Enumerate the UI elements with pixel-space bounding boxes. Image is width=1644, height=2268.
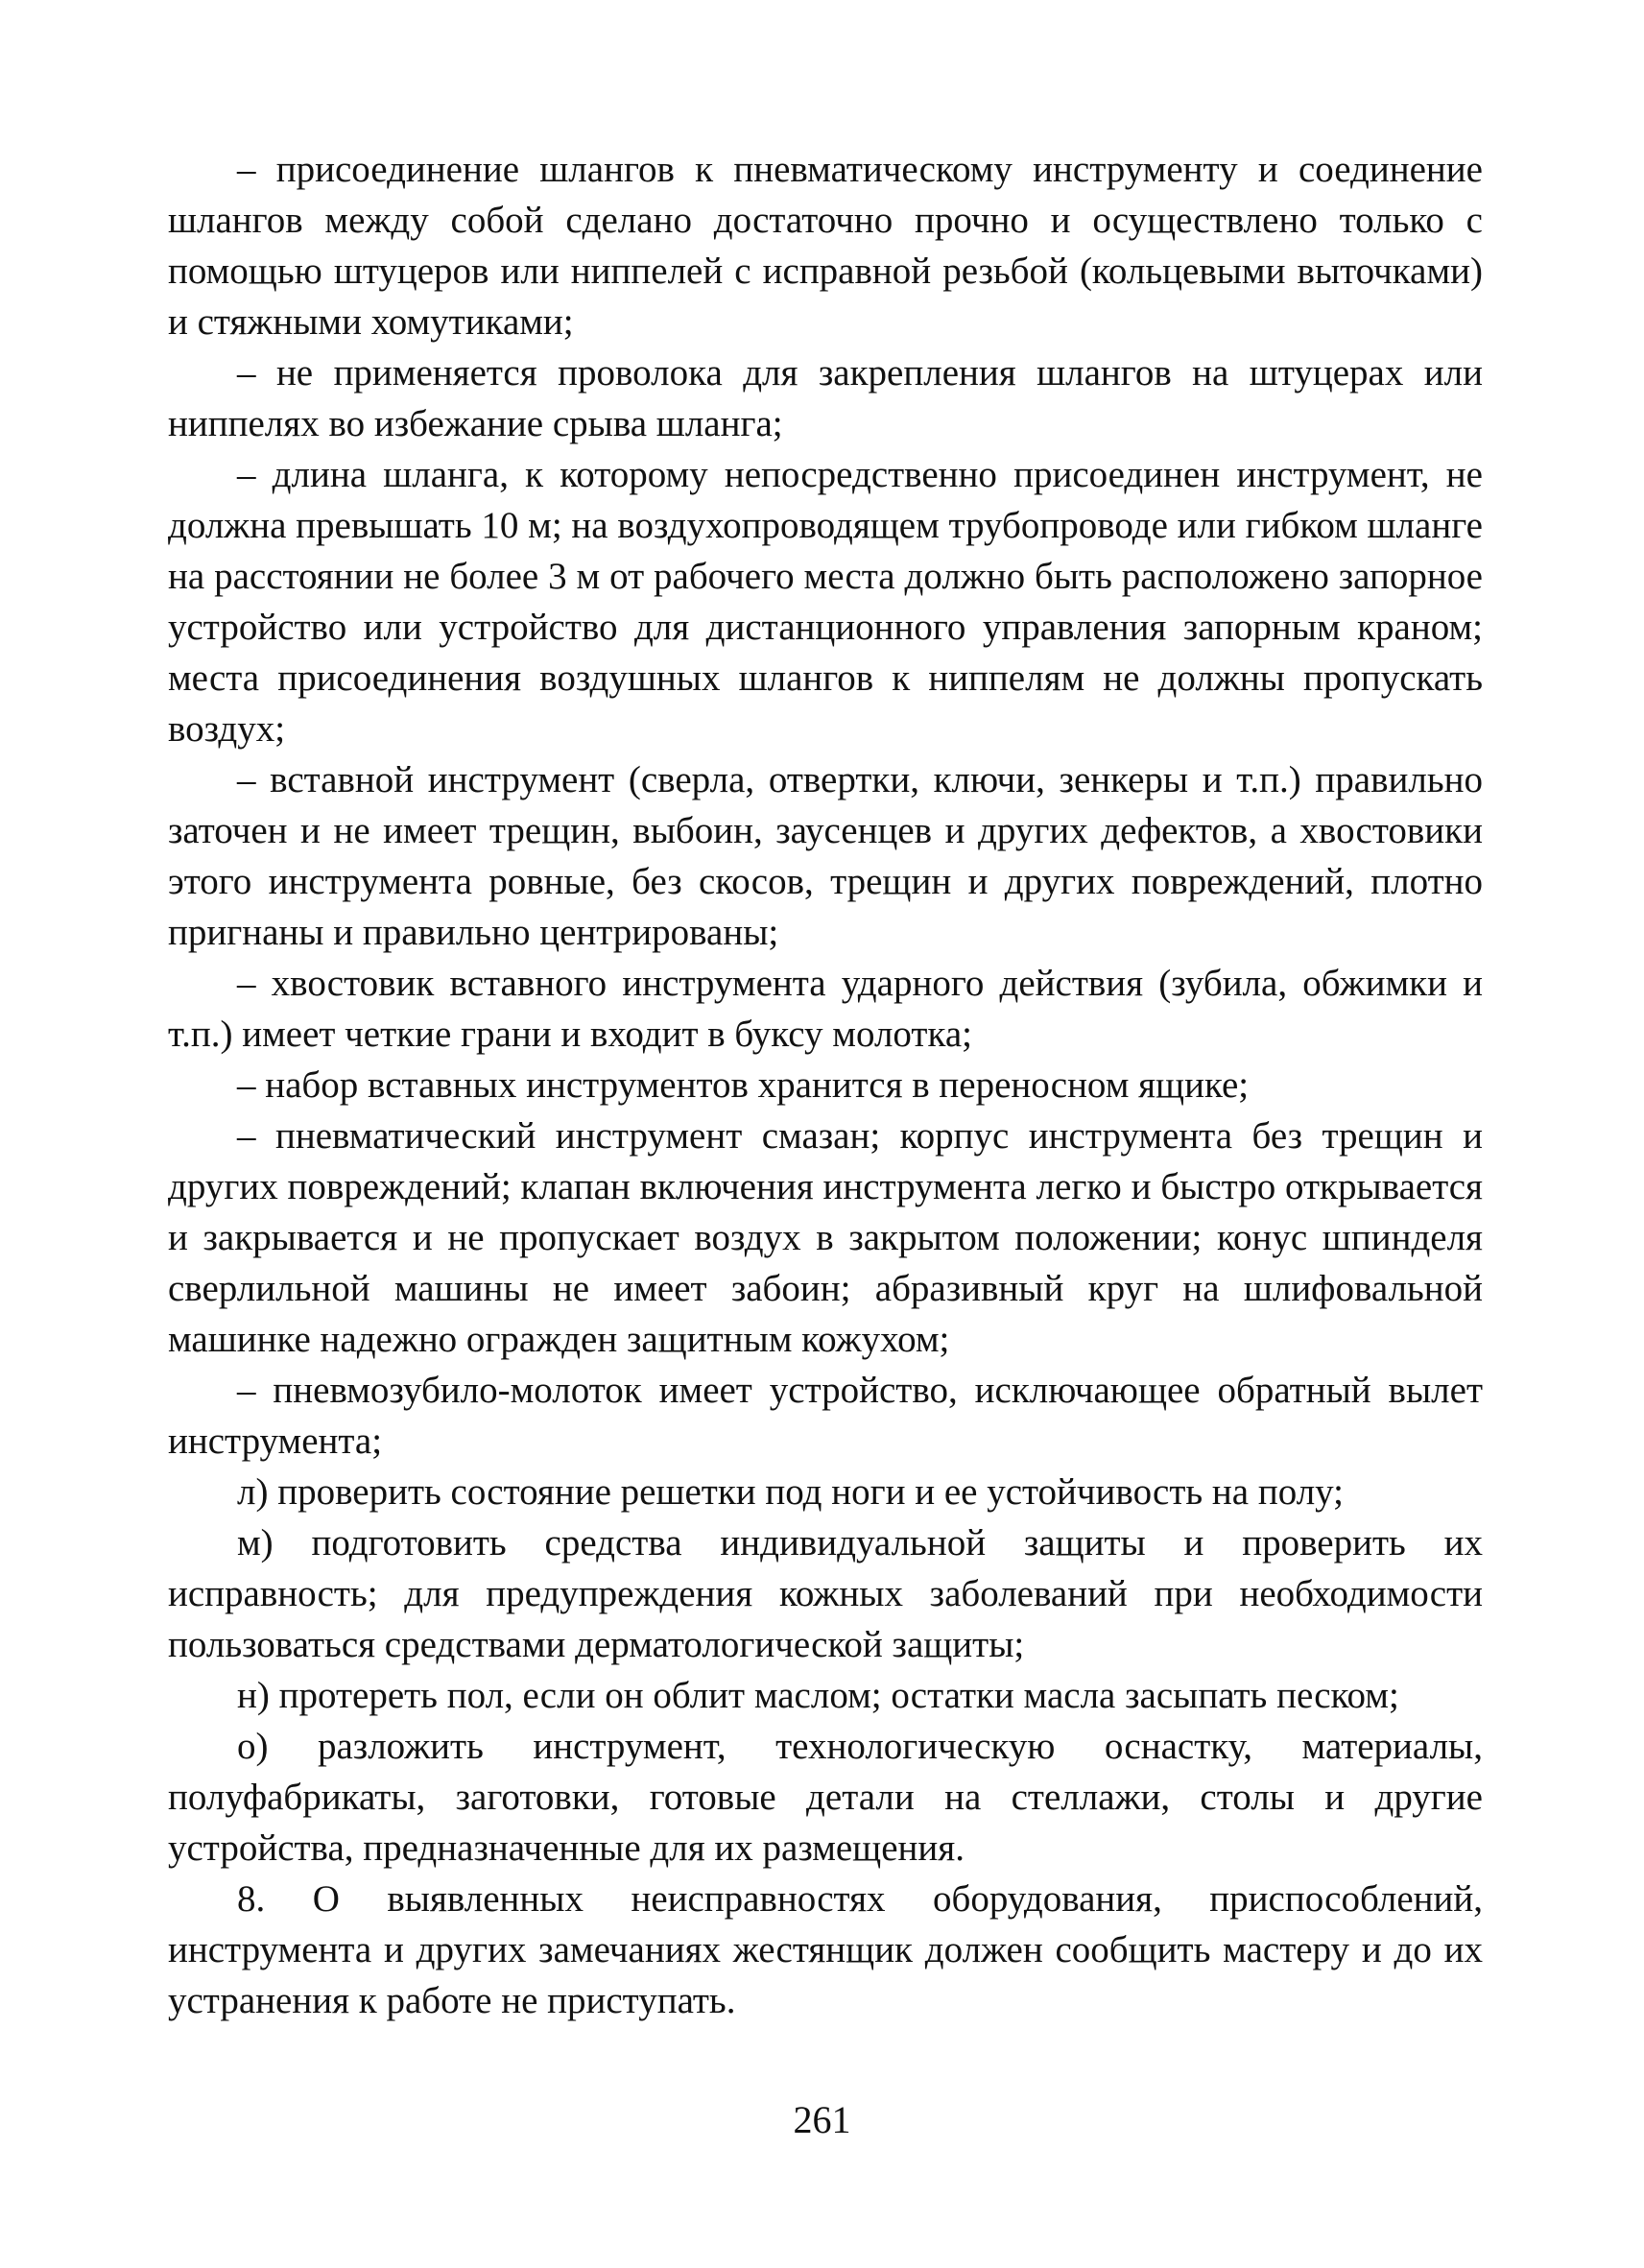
paragraph-tool-set: – набор вставных инструментов хранится в переносном ящике; xyxy=(237,1064,1250,1106)
paragraph-item-n: н) протереть пол, если он облит маслом; остатки масла засыпать песком; xyxy=(237,1675,1399,1716)
paragraph-insert-tool: – вставной инструмент (сверла, отвертки, ключи, зенкеры и т.п.) правильно заточен и не имеет трещин, выбоин, заусенцев и других дефектов, а хвостовики этого инструмента ровные, без скосов, трещин и других повреждений, плотно пригнаны и правильно центрированы; xyxy=(168,759,1483,953)
paragraph-item-l: л) проверить состояние решетки под ноги и ее устойчивость на полу; xyxy=(237,1471,1344,1513)
paragraph-pneumatic-tool: – пневматический инструмент смазан; корпус инструмента без трещин и других повреждений; клапан включения инструмента легко и быстро открывается и закрывается и не пропускает воздух в закрытом положении; конус шпинделя сверлильной машины не имеет забоин; абразивный круг на шлифовальной машинке надежно огражден защитным кожухом; xyxy=(168,1115,1483,1360)
paragraph-item-o: о) разложить инструмент, технологическую оснастку, материалы, полуфабрикаты, заготовки, готовые детали на стеллажи, столы и другие устройства, предназначенные для их размещения. xyxy=(168,1726,1483,1869)
paragraph-item-m: м) подготовить средства индивидуальной защиты и проверить их исправность; для предупреждения кожных заболеваний при необходимости пользоваться средствами дерматологической защиты; xyxy=(168,1522,1483,1665)
paragraph-no-wire: – не применяется проволока для закрепления шлангов на штуцерах или ниппелях во избежание срыва шланга; xyxy=(168,352,1483,444)
body-text xyxy=(168,144,1483,2026)
paragraph-hose-connection: – присоединение шлангов к пневматическому инструменту и соединение шлангов между собой сделано достаточно прочно и осуществлено только с помощью штуцеров или ниппелей с исправной резьбой (кольцевыми выточками) и стяжными хомутиками; xyxy=(168,149,1483,343)
paragraph-shank: – хвостовик вставного инструмента ударного действия (зубила, обжимки и т.п.) имеет четкие грани и входит в буксу молотка; xyxy=(168,963,1483,1055)
paragraph-hose-length: – длина шланга, к которому непосредственно присоединен инструмент, не должна превышать 10 м; на воздухопроводящем трубопроводе или гибком шланге на расстоянии не более 3 м от рабочего места должно быть расположено запорное устройство или устройство для дистанционного управления запорным краном; места присоединения воздушных шлангов к ниппелям не должны пропускать воздух; xyxy=(168,454,1483,750)
paragraph-chisel-hammer: – пневмозубило-молоток имеет устройство, исключающее обратный вылет инструмента; xyxy=(168,1370,1483,1462)
page-number: 261 xyxy=(793,2098,851,2141)
paragraph-item-8: 8. О выявленных неисправностях оборудования, приспособлений, инструмента и других замечаниях жестянщик должен сообщить мастеру и до их устранения к работе не приступать. xyxy=(168,1878,1483,2021)
